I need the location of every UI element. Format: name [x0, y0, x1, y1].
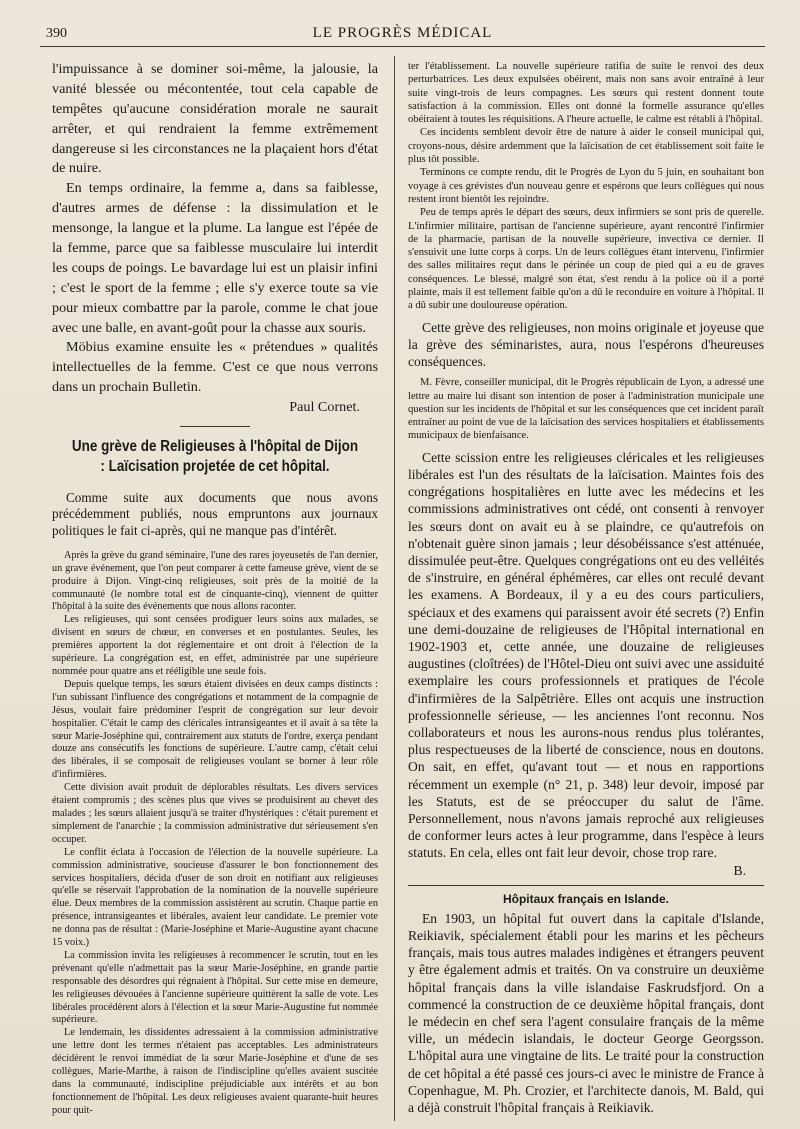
left-column: [52, 60, 378, 1118]
paragraph: M. Fèvre, conseiller municipal, dit le Progrès républicain de Lyon, a adressé une lettre au maire lui disant son intention de poser à l'administration municipale une question sur les incidents de l'hôpital et sur les conséquences que cet incident paraît entraîner au point de vue de la laïcisation des services hospitaliers et établissements municipaux de bienfaisance.: [408, 377, 764, 442]
separator-rule: [180, 426, 250, 427]
mobius-article-end: [52, 60, 378, 418]
page-number: 390: [46, 26, 67, 41]
paragraph: Terminons ce compte rendu, dit le Progrès de Lyon du 5 juin, en souhaitant bon voyage à ces grévistes d'un nouveau genre et espérons que leurs collègues qui nous restent iront bientôt les rejoindre.: [408, 167, 764, 205]
paragraph: Après la grève du grand séminaire, l'une des rares joyeusetés de l'an dernier, un grave événement, que l'on peut comparer à cette fameuse grève, vient de se produire à Dijon. Vingt-cinq religieuses, soit près de la moitié de la communauté (le nombre total est de cinquante-cinq), viennent de quitter l'hôpital à la suite des événements que nous allons raconter.: [52, 549, 378, 613]
paragraph: En 1903, un hôpital fut ouvert dans la capitale d'Islande, Reikiavik, spécialement établi pour les marins et les pêcheurs français, mais tous autres malades indigènes et étrangers peuvent y être également admis et traités. On va construire un deuxième hôpital français dans la ville islandaise Faskrudsfjord. On a commencé la construction de ce deuxième hôpital français, dont le médecin en chef sera l'agent consulaire français de la même ville, un médecin islandais, le docteur George Georgsson. L'hôpital aura une vingtaine de lits. Le traité pour la construction de cet hôpital a été passé ces jours-ci avec le ministre de France à Copenhague, M. Ph. Crozier, et l'architecte danois, M. Bald, qui a déjà construit l'hôpital français à Reikiavik.: [408, 910, 764, 1116]
section-title: Hôpitaux français en Islande.: [502, 891, 670, 906]
page-header: [40, 22, 765, 47]
scission-block: [408, 449, 764, 879]
paragraph: Ces incidents semblent devoir être de nature à aider le conseil municipal qui, croyons-nous, désire ardemment que la laïcisation de cet établissement soit faite le plus tôt possible.: [408, 127, 764, 166]
comment-paragraph: Cette grève des religieuses, non moins originale et joyeuse que la grève des séminaristes, aura, nous l'espérons d'heureuses conséquences.: [408, 319, 765, 370]
author-signature: Paul Cornet.: [289, 399, 360, 416]
paragraph: ter l'établissement. La nouvelle supérieure ratifia de suite le renvoi des deux perturbatrices. Les deux expulsées obéirent, mais non sans avoir entraîné à leur suite vingt-trois de leurs compagnes. Les sœurs qui restent donnent toute satisfaction à la commission. Elles ont donné la formelle assurance qu'elles obéiraient à toutes les réquisitions. A l'heure actuelle, le calme est rétabli à l'hôpital.: [408, 61, 764, 126]
paragraph: Les religieuses, qui sont censées prodiguer leurs soins aux malades, se divisent en sœurs de chœur, en converses et en postulantes. Seules, les premières apportent la dot réglementaire et ont droit à l'élection de la supérieure. La congrégation est, en effet, administrée par une supérieure nommée pour quatre ans et rééligible une seule fois.: [52, 614, 378, 677]
paragraph: l'impuissance à se dominer soi-même, la jalousie, la vanité blessée ou mécontentée, tout cela capable de tempêtes qu'aucune considération morale ne saurait arrêter, et qui rendraient la femme extrêmement dangereuse si les circonstances ne la plaçaient hors d'état de nuire.: [52, 61, 378, 177]
paragraph: Le conflit éclata à l'occasion de l'élection de la nouvelle supérieure. La commission administrative, soucieuse d'assurer le bon fonctionnement des services hospitaliers, décida d'user de son droit en notifiant aux religieuses qu'elle se réservait l'approbation de la nomination de la nouvelle supérieure élue. Deux membres de la commission assistèrent au scrutin. Chaque partie en présence, intransigeantes et libérales, avaient leur candidate. Le premier vote ne donna pas de résultat : (Marie-Joséphine et Marie-Augustine ayant chacune 15 voix.): [52, 846, 378, 949]
paragraph: La commission invita les religieuses à recommencer le scrutin, tout en les prévenant qu'elle n'admettait pas la sœur Marie-Joséphine, en grande partie responsable des désordres qui régnaient à l'hôpital. Sur cette mise en demeure, les religieuses dévouées à l'ancienne supérieure quittèrent la salle de vote. Les libérales procédèrent alors à l'élection et la sœur Marie-Augustine fut nommée supérieure.: [52, 949, 378, 1026]
comment-block: [408, 319, 764, 371]
paragraph: En temps ordinaire, la femme a, dans sa faiblesse, d'autres armes de défense : la dissimulation et le mensonge, la langue et la plume. La langue est l'épée de la femme, parce que sa faiblesse musculaire lui interdit les coups de poings. Le bavardage lui est un plaisir infini ; c'est le sport de la femme ; elle s'y exerce toute sa vie pour mieux combattre par la parole, comme le chat joue avec une balle, en avant-goût pour la chasse aux souris.: [52, 180, 378, 336]
article-body-left: [52, 550, 378, 1118]
separator-rule: [408, 885, 764, 886]
paragraph: Depuis quelque temps, les sœurs étaient divisées en deux camps distincts : l'un subissant l'influence des congrégations et notamment de la compagnie de Jésus, voulait faire prédominer l'esprit de congrégation sur leur devoir hospitalier. C'était le camp des cléricales intransigeantes et il avait à sa tête la sœur Marie-Joséphine qui, contrairement aux statuts de l'ordre, exerça pendant douze ans consécutifs les fonctions de supérieure. L'autre camp, c'était celui des libérales, il se composait de religieuses voulant se borner à leur rôle d'infirmières.: [52, 678, 378, 781]
paragraph: Le lendemain, les dissidentes adressaient à la commission administrative une lettre dont les termes n'étaient pas acceptables. Les administrateurs décidèrent le renvoi immédiat de la sœur Marie-Joséphine et d'une de ses collègues, Marie-Marthe, à raison de l'indiscipline qu'elles avaient suscitée dans la communauté, indiscipline préjudiciable aux intérêts et au bon fonctionnement de l'hôpital. Les deux religieuses avaient quarante-huit heures pour quit-: [52, 1027, 378, 1116]
closing-paragraph: Möbius examine ensuite les « prétendues » qualités intellectuelles de la femme. C'est ce que nous verrons dans un prochain Bulletin.: [52, 339, 378, 396]
intro-paragraph: Comme suite aux documents que nous avons précédemment publiés, nous empruntons aux journaux politiques le fait ci-après, qui ne manque pas d'intérêt.: [52, 489, 378, 539]
paragraph: Peu de temps après le départ des sœurs, deux infirmiers se sont pris de querelle. L'infirmier militaire, partisan de l'ancienne supérieure, ayant rencontré l'infirmier de la pharmacie, partisan de la nouvelle supérieure, invectiva ce dernier. Il s'ensuivit une lutte corps à corps. Un de leurs collègues étant intervenu, l'infirmier des salles militaires reçut dans le périnée un coup de pied qui a eu de graves conséquences. Le blessé, malgré son état, s'est rendu à la police où il a porté plainte, mais il est tellement faible qu'on a dû le reconduire en voiture à l'hôpital. Il a dû subir une douloureuse opération.: [408, 207, 764, 312]
article-body-right: [408, 60, 764, 313]
right-column: [408, 60, 764, 1116]
paragraph: Cette scission entre les religieuses cléricales et les religieuses libérales est l'un des résultats de la laïcisation. Maintes fois des congrégations hospitalières en lutte avec les médecins et les commissions administratives ont cédé, ont consenti à renvoyer les sœurs dont on avait eu à se plaindre, ce qu'autrefois on n'obtenait guère sinon jamais ; leur désobéissance s'est atténuée, dissimulée peut-être. Quelques congrégations ont eu des velléités de s'instruire, en général éphémères, car elles ont reculé devant les examens. A Bordeaux, il y a eu des cours particuliers, spéciaux et des examens qui paraissent avoir été secrets (?) Enfin une demi-douzaine de religieuses de l'Hôpital international en 1902-1903 et, cette année, une douzaine de religieuses augustines (cloîtrées) de l'Hôtel-Dieu ont suivi avec une assiduité exemplaire les cours professionnels et pratiques de l'école d'infirmières de la Salpêtrière. Elles ont acquis une instruction professionnelle sérieuse, — les anciennes l'ont reconnu. Nos collaborateurs et nous les aurons-nous rendus plus tolérantes, plus respectueuses de la liberté de conscience, nous en doutons. On sait, en effet, qu'avant tout — et nous en rapportions récemment un exemple (n° 21, p. 348) leur devoir, imposé par les Statuts, est de se préoccuper du salut de l'âme. Personnellement, nous n'avons jamais reproché aux religieuses de conformer leurs actes à leur programme, dans l'espèce à leurs statuts. En cela, elles ont fait leur devoir, chose trop rare.: [408, 449, 764, 861]
journal-title: LE PROGRÈS MÉDICAL: [312, 25, 493, 41]
article-title: Une grève de Religieuses à l'hôpital de Dijon : Laïcisation projetée de cet hôpital.: [71, 438, 359, 476]
islande-block: [408, 910, 764, 1116]
column-divider: [394, 56, 395, 1121]
editor-signature: B.: [733, 862, 746, 878]
paragraph: Cette division avait produit de déplorables résultats. Les divers services étaient compromis ; des scènes plus que vives se produisirent au chevet des malades ; les sœurs allaient jusqu'à se traiter d'hystériques : c'était purement et simplement de l'anarchie ; la commission administrative dut sérieusement s'en occuper.: [52, 782, 378, 845]
fevre-block: [408, 376, 764, 442]
article-intro: [52, 490, 378, 540]
